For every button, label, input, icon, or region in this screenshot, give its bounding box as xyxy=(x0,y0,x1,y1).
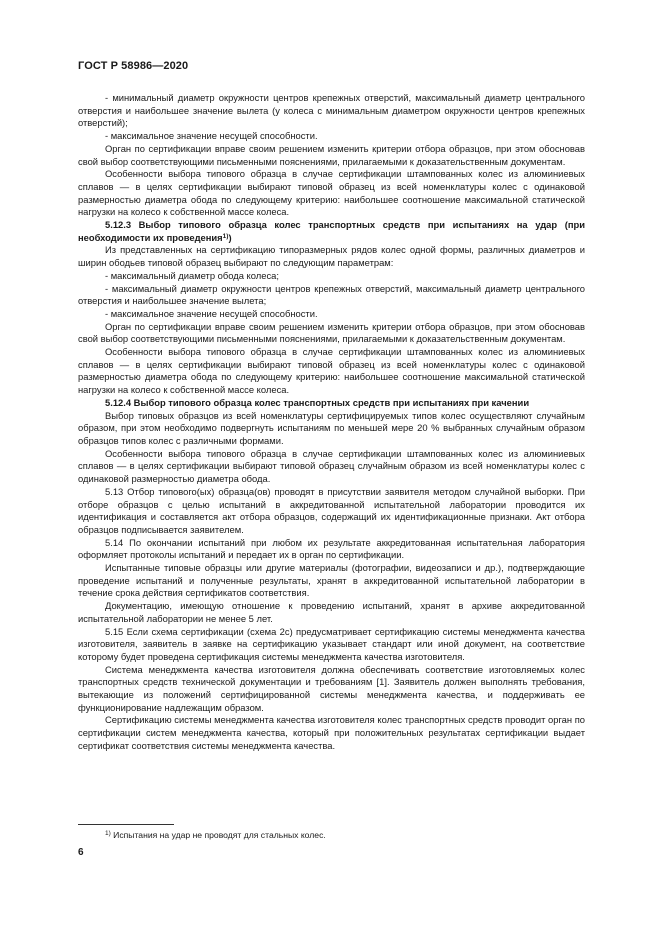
paragraph xyxy=(78,714,585,752)
section-heading xyxy=(78,397,585,410)
paragraph-text: - максимальное значение несущей способности. xyxy=(105,130,318,142)
paragraph xyxy=(78,143,585,168)
paragraph-text: 5.12.3 Выбор типового образца колес транспортных средств при испытаниях на удар (при необходимости их проведения xyxy=(78,219,585,243)
document-body xyxy=(78,92,585,753)
paragraph-text: Особенности выбора типового образца в случае сертификации штампованных колес из алюминиевых сплавов — в целях сертификации выбирают типовой образец из всей номенклатуры колес с одинаковой размерностью диаметра обода по следующему критерию: наибольшее соотношение максимальной статической нагрузки на колесо к собственной массе колеса. xyxy=(78,346,585,396)
paragraph xyxy=(78,562,585,600)
paragraph-text: Испытанные типовые образцы или другие материалы (фотографии, видеозаписи и др.), подтверждающие проведение испытаний и полученные результаты, хранят в аккредитованной испытательной лаборатории в течение срока действия сертификатов соответствия. xyxy=(78,562,585,599)
paragraph-text: Из представленных на сертификацию типоразмерных рядов колес одной формы, различных диаметров и ширин ободьев типовой образец выбирают по следующим параметрам: xyxy=(78,244,585,269)
paragraph-text: Выбор типовых образцов из всей номенклатуры сертифицируемых типов колес осуществляют случайным образом, при этом необходимо подвергнуть испытаниям по меньшей мере 20 % выбранных случайным образом образцов типов колес с различными формами. xyxy=(78,409,585,446)
paragraph xyxy=(78,308,585,321)
paragraph-text: - максимальный диаметр окружности центров крепежных отверстий, максимальный диаметр центрального отверстия и наибольшее значение вылета; xyxy=(78,282,585,307)
paragraph xyxy=(78,600,585,625)
paragraph-text: 5.14 По окончании испытаний при любом их результате аккредитованная испытательная лаборатория оформляет протоколы испытаний и передает их в орган по сертификации. xyxy=(78,536,585,561)
paragraph-text: - минимальный диаметр окружности центров крепежных отверстий, максимальный диаметр центрального отверстия и наибольшее значение вылета (у колеса с минимальным диаметром окружности центров крепежных отверстий); xyxy=(78,92,585,129)
paragraph xyxy=(78,346,585,397)
paragraph-text: 5.13 Отбор типового(ых) образца(ов) проводят в присутствии заявителя методом случайной выборки. При отборе образцов с целью испытаний в аккредитованной испытательной лаборатории проводится их идентификация и составляется акт отбора образцов, содержащий их идентификационные признаки. Акт отбора образцов подписывается заявителем. xyxy=(78,485,585,535)
paragraph-text: - максимальный диаметр обода колеса; xyxy=(105,269,279,281)
paragraph-tail: ) xyxy=(228,231,232,243)
paragraph xyxy=(78,270,585,283)
document-header: ГОСТ Р 58986—2020 xyxy=(78,60,189,72)
paragraph-text: Орган по сертификации вправе своим решением изменить критерии отбора образцов, при этом обосновав свой выбор соответствующими письменными пояснениями, прилагаемыми к доказательственным документам. xyxy=(78,142,585,167)
footnote-text: Испытания на удар не проводят для стальных колес. xyxy=(110,830,326,840)
paragraph-text: Особенности выбора типового образца в случае сертификации штампованных колес из алюминиевых сплавов — в целях сертификации выбирают типовой образец из всей номенклатуры колес с одинаковой размерностью диаметра обода по следующему критерию: наибольшее соотношение максимальной статической нагрузки на колесо к собственной массе колеса. xyxy=(78,168,585,218)
paragraph xyxy=(78,626,585,664)
paragraph-text: Система менеджмента качества изготовителя должна обеспечивать соответствие изготовляемых колес транспортных средств технической документации и требованиям [1]. Заявитель должен выполнять требования, вытекающие из положений сертифицированной системы менеджмента качества, и поддерживать ее функционирование надлежащим образом. xyxy=(78,663,585,713)
page-number: 6 xyxy=(78,847,84,858)
paragraph xyxy=(78,537,585,562)
footnote xyxy=(105,830,326,841)
footnote-reference: 1) xyxy=(222,232,229,240)
paragraph-text: - максимальное значение несущей способности. xyxy=(105,307,318,319)
paragraph xyxy=(78,244,585,269)
paragraph-text: 5.12.4 Выбор типового образца колес транспортных средств при испытаниях при качении xyxy=(105,396,530,408)
paragraph xyxy=(78,130,585,143)
paragraph xyxy=(78,486,585,537)
paragraph-text: Сертификацию системы менеджмента качества изготовителя колес транспортных средств проводит орган по сертификации систем менеджмента качества, который при положительных результатах сертификации выдает сертификат соответствия системы менеджмента качества. xyxy=(78,714,585,751)
paragraph xyxy=(78,92,585,130)
paragraph xyxy=(78,283,585,308)
footnote-marker: 1) xyxy=(105,830,111,837)
paragraph xyxy=(78,448,585,486)
paragraph xyxy=(78,410,585,448)
paragraph xyxy=(78,321,585,346)
paragraph xyxy=(78,168,585,219)
paragraph xyxy=(78,664,585,715)
paragraph-text: Орган по сертификации вправе своим решением изменить критерии отбора образцов, при этом обосновав свой выбор соответствующими письменными пояснениями, прилагаемыми к доказательственным документам. xyxy=(78,320,585,345)
footnote-divider xyxy=(78,824,174,825)
paragraph-text: Документацию, имеющую отношение к проведению испытаний, хранят в архиве аккредитованной испытательной лаборатории не менее 5 лет. xyxy=(78,600,585,624)
paragraph-text: Особенности выбора типового образца в случае сертификации штампованных колес из алюминиевых сплавов — в целях сертификации выбирают типовой образец случайным образом из всей номенклатуры колес с одинаковой размерностью диаметра обода. xyxy=(78,447,585,485)
section-heading xyxy=(78,219,585,244)
paragraph-text: 5.15 Если схема сертификации (схема 2с) предусматривает сертификацию системы менеджмента качества изготовителя, заявитель в заявке на сертификацию указывает стандарт или иной документ, на соответствие которому будет проведена сертификация системы менеджмента качества изготовителя. xyxy=(78,625,585,662)
